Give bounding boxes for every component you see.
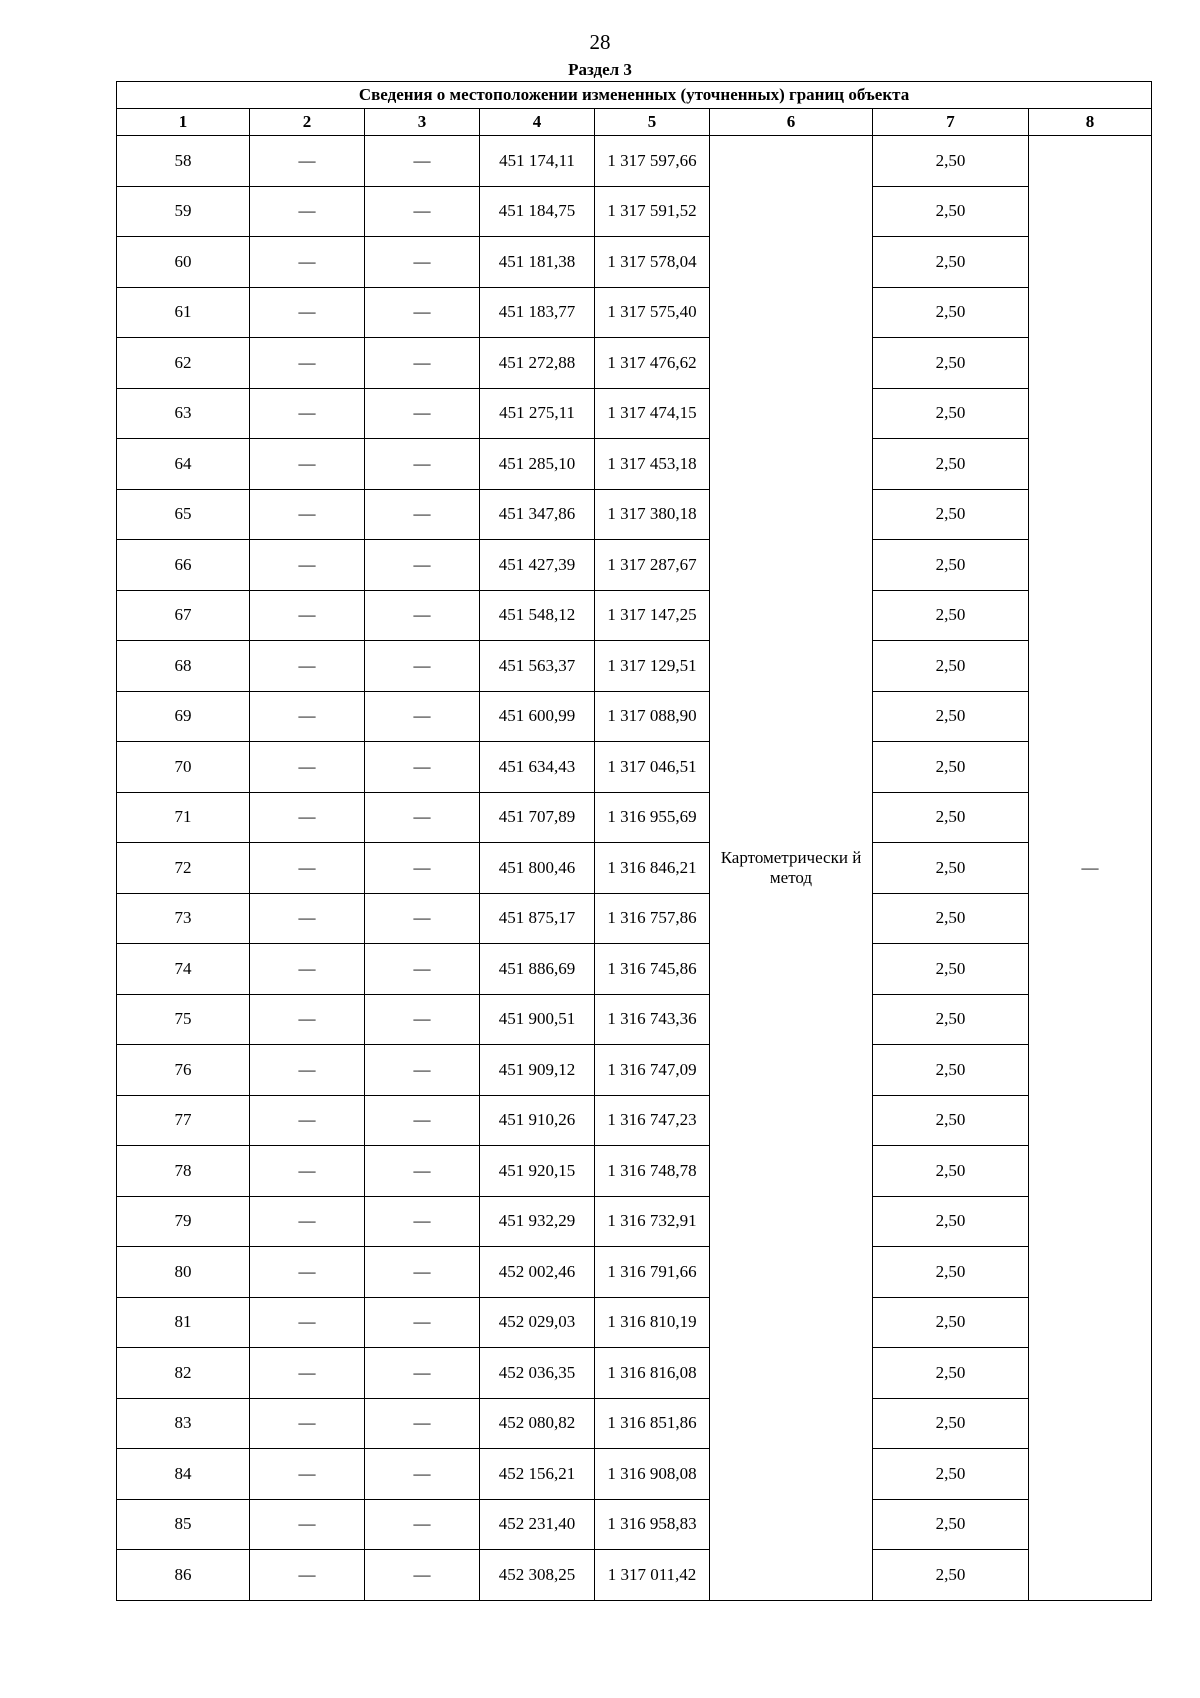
prev-y-cell: — — [365, 1398, 480, 1449]
prev-x-cell: — — [250, 338, 365, 389]
column8-cell: — — [1029, 136, 1152, 1601]
x-coordinate: 451 347,86 — [480, 489, 595, 540]
point-number: 76 — [117, 1045, 250, 1096]
prev-y-cell: — — [365, 843, 480, 894]
y-coordinate: 1 317 453,18 — [595, 439, 710, 490]
y-coordinate: 1 317 046,51 — [595, 742, 710, 793]
x-coordinate: 451 909,12 — [480, 1045, 595, 1096]
x-coordinate: 452 080,82 — [480, 1398, 595, 1449]
point-number: 84 — [117, 1449, 250, 1500]
prev-x-cell: — — [250, 1297, 365, 1348]
prev-y-cell: — — [365, 1499, 480, 1550]
table-row — [117, 944, 1152, 995]
prev-x-cell: — — [250, 893, 365, 944]
y-coordinate: 1 316 748,78 — [595, 1146, 710, 1197]
point-number: 70 — [117, 742, 250, 793]
prev-y-cell: — — [365, 287, 480, 338]
prev-y-cell: — — [365, 439, 480, 490]
x-coordinate: 452 002,46 — [480, 1247, 595, 1298]
table-row — [117, 691, 1152, 742]
accuracy-value: 2,50 — [873, 590, 1029, 641]
point-number: 78 — [117, 1146, 250, 1197]
y-coordinate: 1 317 011,42 — [595, 1550, 710, 1601]
accuracy-value: 2,50 — [873, 1045, 1029, 1096]
table-row — [117, 136, 1152, 187]
y-coordinate: 1 316 791,66 — [595, 1247, 710, 1298]
x-coordinate: 451 900,51 — [480, 994, 595, 1045]
point-number: 63 — [117, 388, 250, 439]
x-coordinate: 452 029,03 — [480, 1297, 595, 1348]
point-number: 82 — [117, 1348, 250, 1399]
prev-y-cell: — — [365, 994, 480, 1045]
prev-y-cell: — — [365, 590, 480, 641]
table-row — [117, 540, 1152, 591]
prev-y-cell: — — [365, 1550, 480, 1601]
prev-y-cell: — — [365, 944, 480, 995]
table-row — [117, 1550, 1152, 1601]
accuracy-value: 2,50 — [873, 540, 1029, 591]
accuracy-value: 2,50 — [873, 439, 1029, 490]
accuracy-value: 2,50 — [873, 388, 1029, 439]
point-number: 71 — [117, 792, 250, 843]
accuracy-value: 2,50 — [873, 287, 1029, 338]
y-coordinate: 1 316 747,23 — [595, 1095, 710, 1146]
y-coordinate: 1 316 816,08 — [595, 1348, 710, 1399]
y-coordinate: 1 317 476,62 — [595, 338, 710, 389]
point-number: 68 — [117, 641, 250, 692]
y-coordinate: 1 317 147,25 — [595, 590, 710, 641]
prev-y-cell: — — [365, 1196, 480, 1247]
y-coordinate: 1 316 810,19 — [595, 1297, 710, 1348]
accuracy-value: 2,50 — [873, 338, 1029, 389]
x-coordinate: 451 275,11 — [480, 388, 595, 439]
prev-x-cell: — — [250, 439, 365, 490]
point-number: 67 — [117, 590, 250, 641]
y-coordinate: 1 316 732,91 — [595, 1196, 710, 1247]
prev-x-cell: — — [250, 1095, 365, 1146]
x-coordinate: 451 875,17 — [480, 893, 595, 944]
prev-x-cell: — — [250, 792, 365, 843]
point-number: 73 — [117, 893, 250, 944]
x-coordinate: 451 181,38 — [480, 237, 595, 288]
prev-x-cell: — — [250, 1247, 365, 1298]
point-number: 58 — [117, 136, 250, 187]
column-number-3: 3 — [365, 109, 480, 136]
table-row — [117, 1095, 1152, 1146]
table-row — [117, 186, 1152, 237]
boundary-coordinates-table — [116, 81, 1152, 1601]
table-row — [117, 1196, 1152, 1247]
point-number: 66 — [117, 540, 250, 591]
table-row — [117, 1348, 1152, 1399]
y-coordinate: 1 316 908,08 — [595, 1449, 710, 1500]
prev-x-cell: — — [250, 691, 365, 742]
table-row — [117, 994, 1152, 1045]
point-number: 62 — [117, 338, 250, 389]
y-coordinate: 1 316 846,21 — [595, 843, 710, 894]
table-body — [117, 136, 1152, 1601]
prev-y-cell: — — [365, 1247, 480, 1298]
y-coordinate: 1 316 955,69 — [595, 792, 710, 843]
prev-y-cell: — — [365, 641, 480, 692]
accuracy-value: 2,50 — [873, 1095, 1029, 1146]
prev-x-cell: — — [250, 1348, 365, 1399]
table-row — [117, 792, 1152, 843]
prev-x-cell: — — [250, 742, 365, 793]
table-caption: Сведения о местоположении измененных (уточненных) границ объекта — [117, 82, 1152, 109]
prev-y-cell: — — [365, 489, 480, 540]
point-number: 64 — [117, 439, 250, 490]
point-number: 60 — [117, 237, 250, 288]
x-coordinate: 452 156,21 — [480, 1449, 595, 1500]
x-coordinate: 451 886,69 — [480, 944, 595, 995]
prev-y-cell: — — [365, 237, 480, 288]
prev-x-cell: — — [250, 944, 365, 995]
point-number: 74 — [117, 944, 250, 995]
prev-y-cell: — — [365, 1297, 480, 1348]
x-coordinate: 451 183,77 — [480, 287, 595, 338]
column-number-8: 8 — [1029, 109, 1152, 136]
page-number: 28 — [589, 30, 611, 54]
prev-x-cell: — — [250, 287, 365, 338]
prev-x-cell: — — [250, 540, 365, 591]
accuracy-value: 2,50 — [873, 1499, 1029, 1550]
x-coordinate: 451 932,29 — [480, 1196, 595, 1247]
prev-x-cell: — — [250, 1196, 365, 1247]
prev-y-cell: — — [365, 186, 480, 237]
point-number: 81 — [117, 1297, 250, 1348]
prev-x-cell: — — [250, 237, 365, 288]
x-coordinate: 451 910,26 — [480, 1095, 595, 1146]
accuracy-value: 2,50 — [873, 893, 1029, 944]
column-numbers-row — [117, 109, 1152, 136]
x-coordinate: 452 308,25 — [480, 1550, 595, 1601]
prev-y-cell: — — [365, 1146, 480, 1197]
point-number: 77 — [117, 1095, 250, 1146]
table-row — [117, 1045, 1152, 1096]
accuracy-value: 2,50 — [873, 1247, 1029, 1298]
table-row — [117, 237, 1152, 288]
prev-x-cell: — — [250, 843, 365, 894]
table-row — [117, 1247, 1152, 1298]
accuracy-value: 2,50 — [873, 489, 1029, 540]
column-number-4: 4 — [480, 109, 595, 136]
x-coordinate: 452 036,35 — [480, 1348, 595, 1399]
accuracy-value: 2,50 — [873, 136, 1029, 187]
prev-y-cell: — — [365, 388, 480, 439]
x-coordinate: 451 285,10 — [480, 439, 595, 490]
x-coordinate: 451 563,37 — [480, 641, 595, 692]
prev-y-cell: — — [365, 338, 480, 389]
table-row — [117, 893, 1152, 944]
point-number: 83 — [117, 1398, 250, 1449]
point-number: 72 — [117, 843, 250, 894]
accuracy-value: 2,50 — [873, 1196, 1029, 1247]
accuracy-value: 2,50 — [873, 691, 1029, 742]
prev-y-cell: — — [365, 792, 480, 843]
x-coordinate: 451 427,39 — [480, 540, 595, 591]
accuracy-value: 2,50 — [873, 843, 1029, 894]
point-number: 69 — [117, 691, 250, 742]
accuracy-value: 2,50 — [873, 1146, 1029, 1197]
prev-y-cell: — — [365, 893, 480, 944]
prev-x-cell: — — [250, 1499, 365, 1550]
prev-x-cell: — — [250, 1449, 365, 1500]
accuracy-value: 2,50 — [873, 792, 1029, 843]
y-coordinate: 1 317 380,18 — [595, 489, 710, 540]
column-number-5: 5 — [595, 109, 710, 136]
point-number: 65 — [117, 489, 250, 540]
accuracy-value: 2,50 — [873, 1449, 1029, 1500]
table-row — [117, 287, 1152, 338]
y-coordinate: 1 317 287,67 — [595, 540, 710, 591]
prev-y-cell: — — [365, 691, 480, 742]
table-row — [117, 1297, 1152, 1348]
x-coordinate: 451 634,43 — [480, 742, 595, 793]
x-coordinate: 451 600,99 — [480, 691, 595, 742]
y-coordinate: 1 316 747,09 — [595, 1045, 710, 1096]
point-number: 61 — [117, 287, 250, 338]
x-coordinate: 451 548,12 — [480, 590, 595, 641]
point-number: 85 — [117, 1499, 250, 1550]
table-row — [117, 388, 1152, 439]
prev-y-cell: — — [365, 742, 480, 793]
y-coordinate: 1 317 578,04 — [595, 237, 710, 288]
x-coordinate: 451 800,46 — [480, 843, 595, 894]
accuracy-value: 2,50 — [873, 1398, 1029, 1449]
table-row — [117, 439, 1152, 490]
y-coordinate: 1 316 851,86 — [595, 1398, 710, 1449]
prev-y-cell: — — [365, 1449, 480, 1500]
x-coordinate: 451 184,75 — [480, 186, 595, 237]
point-number: 79 — [117, 1196, 250, 1247]
accuracy-value: 2,50 — [873, 1297, 1029, 1348]
prev-x-cell: — — [250, 994, 365, 1045]
accuracy-value: 2,50 — [873, 742, 1029, 793]
column-number-6: 6 — [710, 109, 873, 136]
accuracy-value: 2,50 — [873, 1348, 1029, 1399]
y-coordinate: 1 317 474,15 — [595, 388, 710, 439]
y-coordinate: 1 316 743,36 — [595, 994, 710, 1045]
prev-x-cell: — — [250, 136, 365, 187]
table-row — [117, 843, 1152, 894]
accuracy-value: 2,50 — [873, 1550, 1029, 1601]
prev-y-cell: — — [365, 1045, 480, 1096]
y-coordinate: 1 317 591,52 — [595, 186, 710, 237]
x-coordinate: 451 174,11 — [480, 136, 595, 187]
y-coordinate: 1 316 745,86 — [595, 944, 710, 995]
prev-y-cell: — — [365, 1095, 480, 1146]
table-row — [117, 590, 1152, 641]
point-number: 75 — [117, 994, 250, 1045]
accuracy-value: 2,50 — [873, 944, 1029, 995]
accuracy-value: 2,50 — [873, 237, 1029, 288]
accuracy-value: 2,50 — [873, 641, 1029, 692]
section-title: Раздел 3 — [568, 60, 632, 79]
x-coordinate: 451 272,88 — [480, 338, 595, 389]
x-coordinate: 452 231,40 — [480, 1499, 595, 1550]
point-number: 86 — [117, 1550, 250, 1601]
prev-x-cell: — — [250, 641, 365, 692]
column-number-7: 7 — [873, 109, 1029, 136]
table-row — [117, 742, 1152, 793]
method-cell: Картометрически й метод — [710, 136, 873, 1601]
prev-y-cell: — — [365, 136, 480, 187]
table-row — [117, 1146, 1152, 1197]
prev-y-cell: — — [365, 540, 480, 591]
prev-y-cell: — — [365, 1348, 480, 1399]
table-row — [117, 641, 1152, 692]
prev-x-cell: — — [250, 388, 365, 439]
y-coordinate: 1 317 575,40 — [595, 287, 710, 338]
y-coordinate: 1 316 757,86 — [595, 893, 710, 944]
table-row — [117, 489, 1152, 540]
point-number: 59 — [117, 186, 250, 237]
accuracy-value: 2,50 — [873, 186, 1029, 237]
y-coordinate: 1 317 129,51 — [595, 641, 710, 692]
prev-x-cell: — — [250, 186, 365, 237]
accuracy-value: 2,50 — [873, 994, 1029, 1045]
y-coordinate: 1 317 597,66 — [595, 136, 710, 187]
prev-x-cell: — — [250, 1045, 365, 1096]
prev-x-cell: — — [250, 1398, 365, 1449]
prev-x-cell: — — [250, 590, 365, 641]
table-row — [117, 1398, 1152, 1449]
prev-x-cell: — — [250, 1146, 365, 1197]
table-row — [117, 1449, 1152, 1500]
prev-x-cell: — — [250, 1550, 365, 1601]
x-coordinate: 451 920,15 — [480, 1146, 595, 1197]
y-coordinate: 1 316 958,83 — [595, 1499, 710, 1550]
column-number-1: 1 — [117, 109, 250, 136]
table-row — [117, 1499, 1152, 1550]
y-coordinate: 1 317 088,90 — [595, 691, 710, 742]
prev-x-cell: — — [250, 489, 365, 540]
column-number-2: 2 — [250, 109, 365, 136]
point-number: 80 — [117, 1247, 250, 1298]
x-coordinate: 451 707,89 — [480, 792, 595, 843]
table-row — [117, 338, 1152, 389]
